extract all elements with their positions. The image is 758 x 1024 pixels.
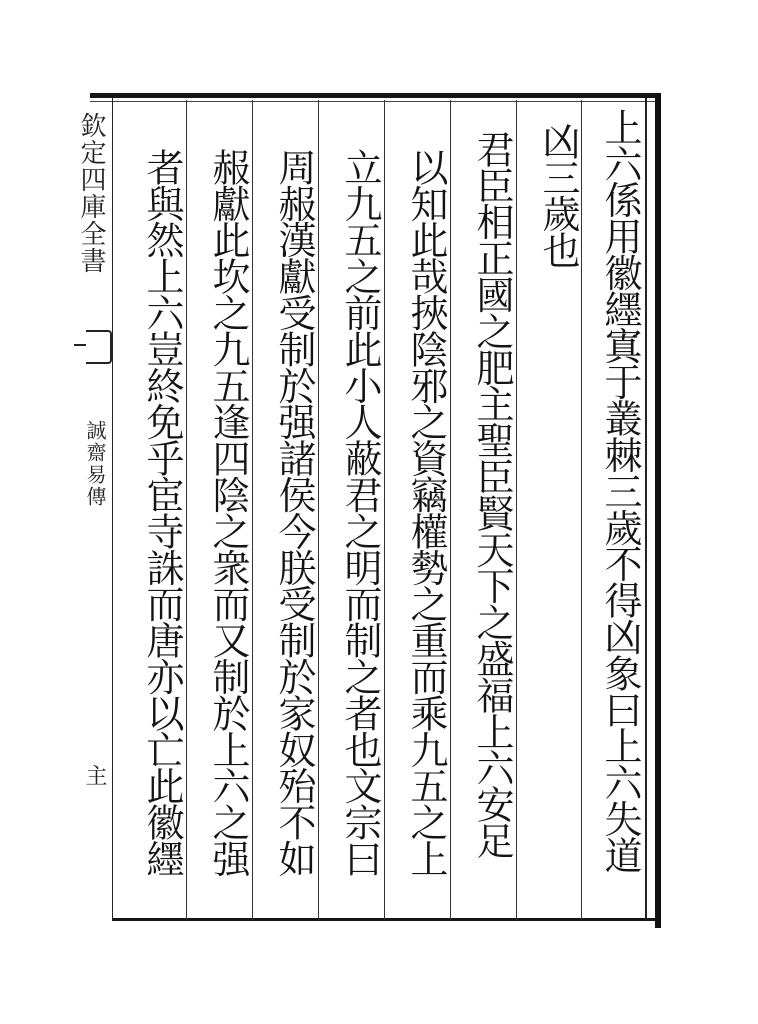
text-column-1: 上六係用徽纆寘于叢棘三歲不得凶象曰上六失道 bbox=[598, 108, 642, 873]
text-column-5: 立九五之前此小人蔽君之明而制之者也文宗曰 bbox=[338, 148, 382, 877]
margin-collection-title: 欽定四庫全書 bbox=[76, 112, 106, 274]
column-rule bbox=[186, 100, 187, 920]
text-column-6: 周赧漢獻受制於强諸侯今朕受制於家奴殆不如 bbox=[272, 148, 316, 877]
margin-divider bbox=[112, 98, 113, 920]
column-rule bbox=[252, 100, 253, 920]
text-column-2: 凶三歲也 bbox=[536, 122, 580, 268]
column-rule bbox=[516, 100, 517, 920]
right-border-inner bbox=[645, 98, 647, 920]
column-rule bbox=[318, 100, 319, 920]
top-border-inner bbox=[90, 101, 660, 102]
fish-tail-mark-icon bbox=[86, 330, 112, 364]
column-rule bbox=[581, 100, 582, 920]
right-border bbox=[655, 93, 661, 928]
top-border bbox=[90, 93, 660, 98]
margin-book-title: 誠齋易傳 bbox=[83, 420, 107, 508]
text-column-3: 君臣相正國之肥主聖臣賢天下之盛福上六安足 bbox=[470, 130, 514, 859]
text-column-7: 赧獻此坎之九五逢四陰之衆而又制於上六之强 bbox=[206, 148, 250, 877]
bottom-border bbox=[112, 918, 660, 921]
column-rule bbox=[384, 100, 385, 920]
text-column-8: 者與然上六豈終免乎宦寺誅而唐亦以亡此徽纆 bbox=[140, 148, 184, 877]
text-column-4: 以知此哉挾陰邪之資竊權勢之重而乘九五之上 bbox=[404, 148, 448, 877]
margin-page-number: 主 bbox=[82, 764, 107, 786]
column-rule bbox=[450, 100, 451, 920]
